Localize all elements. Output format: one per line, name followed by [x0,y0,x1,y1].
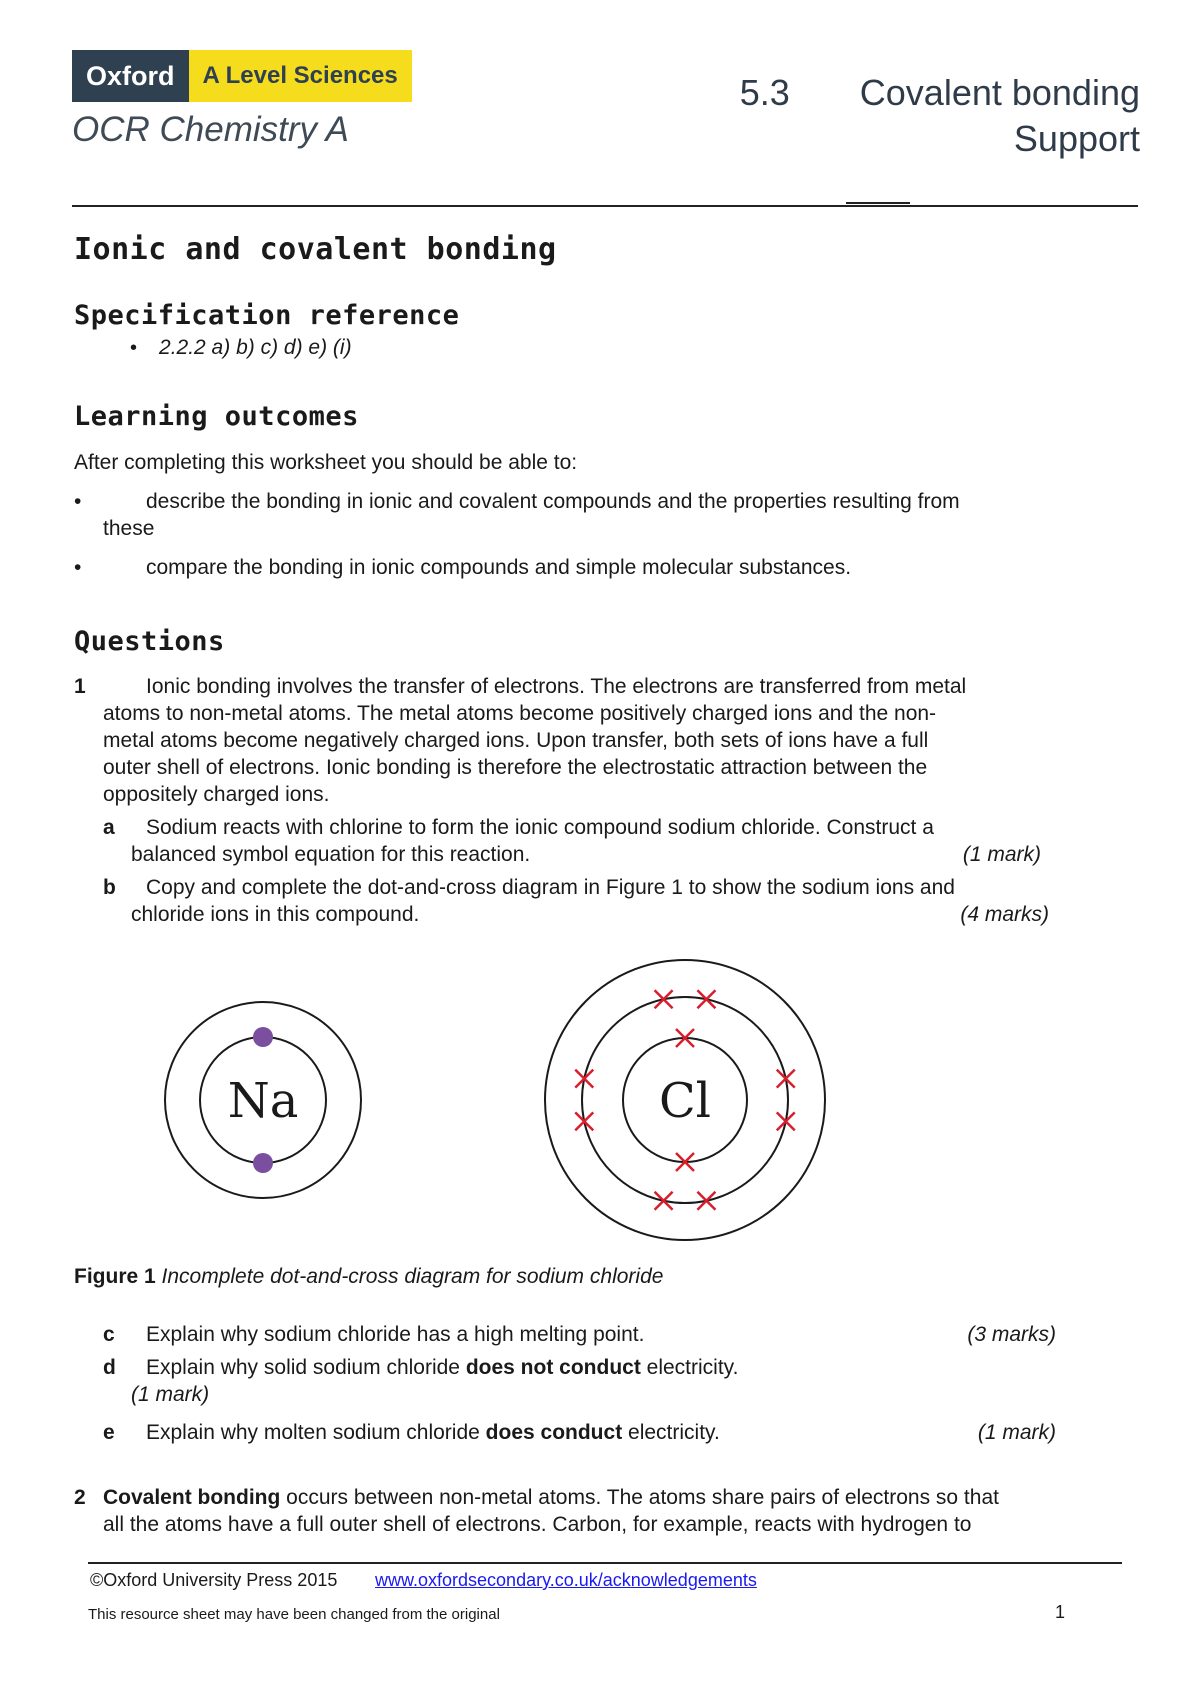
outcome-1-line1: describe the bonding in ionic and covalent compounds and the properties resulting from [146,490,960,513]
bullet-icon: • [130,337,138,359]
q2-line1 [103,1484,999,1511]
q2-line1-rest: occurs between non-metal atoms. The atoms share pairs of electrons so that [280,1486,999,1509]
cl-electron-cross [697,1192,715,1210]
footer-rule [88,1562,1122,1564]
bullet-icon: • [74,490,82,513]
q1b-line2 [131,901,1049,928]
q1e-text-bold: does conduct [485,1421,623,1444]
cl-electron-cross [777,1112,795,1130]
outcomes-intro: After completing this worksheet you should be able to: [74,451,578,474]
q1e-line [146,1419,1056,1446]
marks-label: (4 marks) [960,903,1049,926]
figure-label: Figure 1 [74,1265,156,1288]
q1d-text-post: electricity. [640,1356,739,1379]
spec-heading: Specification reference [74,300,460,331]
cl-symbol: Cl [658,1073,712,1129]
cl-electron-cross [655,990,673,1008]
copyright: ©Oxford University Press 2015 [90,1570,338,1590]
outcomes-heading: Learning outcomes [74,401,359,432]
q1-text-line: atoms to non-metal atoms. The metal atoms become positively charged ions and the non- [103,702,937,725]
q1a-line1: Sodium reacts with chlorine to form the ionic compound sodium chloride. Construct a [146,816,934,839]
marks-label: (1 mark) [131,1383,210,1406]
q2-bold: Covalent bonding [103,1486,281,1509]
page-title: Ionic and covalent bonding [74,232,557,267]
part-label: b [103,876,116,899]
q1c-line [146,1321,1056,1348]
marks-label: (1 mark) [962,843,1041,866]
part-label: e [103,1421,115,1444]
q1d-line [146,1354,738,1381]
cl-electron-cross [575,1070,593,1088]
level-label: Support [1013,118,1140,159]
sodium-atom [165,1002,361,1198]
header-rule-accent [846,202,910,204]
part-label: a [103,816,115,839]
na-electron-dot [253,1027,273,1047]
outcome-2: compare the bonding in ionic compounds and simple molecular substances. [146,556,852,579]
spec-item [130,334,352,362]
dot-and-cross-diagram [150,955,850,1245]
cl-electron-cross [575,1112,593,1130]
q1-text-line: Ionic bonding involves the transfer of electrons. The electrons are transferred from metal [146,675,967,698]
figure-caption-text: Incomplete dot-and-cross diagram for sodium chloride [161,1265,664,1288]
page-number: 1 [1055,1602,1066,1622]
q1-text-line: metal atoms become negatively charged ions. Upon transfer, both sets of ions have a full [103,729,929,752]
subject-title: OCR Chemistry A [72,110,349,149]
question-number: 1 [74,675,86,698]
q1d-text-bold: does not conduct [465,1356,641,1379]
marks-label: (1 mark) [977,1421,1056,1444]
q1d-text-pre: Explain why solid sodium chloride [146,1356,466,1379]
marks-label: (3 marks) [967,1323,1056,1346]
q1b-line1: Copy and complete the dot-and-cross diagram in Figure 1 to show the sodium ions and [146,876,955,899]
q1a-line2 [131,841,1041,868]
chlorine-atom [545,960,825,1240]
q1-text-line: oppositely charged ions. [103,783,330,806]
section-number: 5.3 [739,72,790,113]
cl-electron-cross [697,990,715,1008]
q1b-text: chloride ions in this compound. [131,903,420,926]
na-electron-dot [253,1153,273,1173]
section-title: Covalent bonding [859,72,1140,113]
logo-oxford-text: Oxford [72,50,189,102]
section-header [740,70,1140,162]
q2-line2: all the atoms have a full outer shell of electrons. Carbon, for example, reacts with hydrogen to [103,1513,972,1536]
q1-text-line: outer shell of electrons. Ionic bonding is therefore the electrostatic attraction between the [103,756,928,779]
q1e-text-pre: Explain why molten sodium chloride [146,1421,486,1444]
q1c-text: Explain why sodium chloride has a high melting point. [146,1323,645,1346]
figure-caption [74,1263,663,1290]
header-rule [72,205,1138,207]
footer-note: This resource sheet may have been changed from the original [88,1606,500,1623]
spec-item-text: 2.2.2 a) b) c) d) e) (i) [159,336,352,359]
acknowledgements-link[interactable]: www.oxfordsecondary.co.uk/acknowledgements [375,1570,757,1590]
outcome-1-line2: these [103,517,155,540]
question-number: 2 [74,1486,86,1509]
part-label: d [103,1356,116,1379]
q1e-text-post: electricity. [622,1421,720,1444]
part-label: c [103,1323,115,1346]
na-symbol: Na [227,1073,299,1129]
logo-series-text: A Level Sciences [189,50,412,102]
cl-electron-cross [655,1192,673,1210]
cl-electron-cross [777,1070,795,1088]
bullet-icon: • [74,556,82,579]
q1a-text: balanced symbol equation for this reaction. [131,843,531,866]
publisher-logo [72,50,412,102]
questions-heading: Questions [74,626,225,657]
